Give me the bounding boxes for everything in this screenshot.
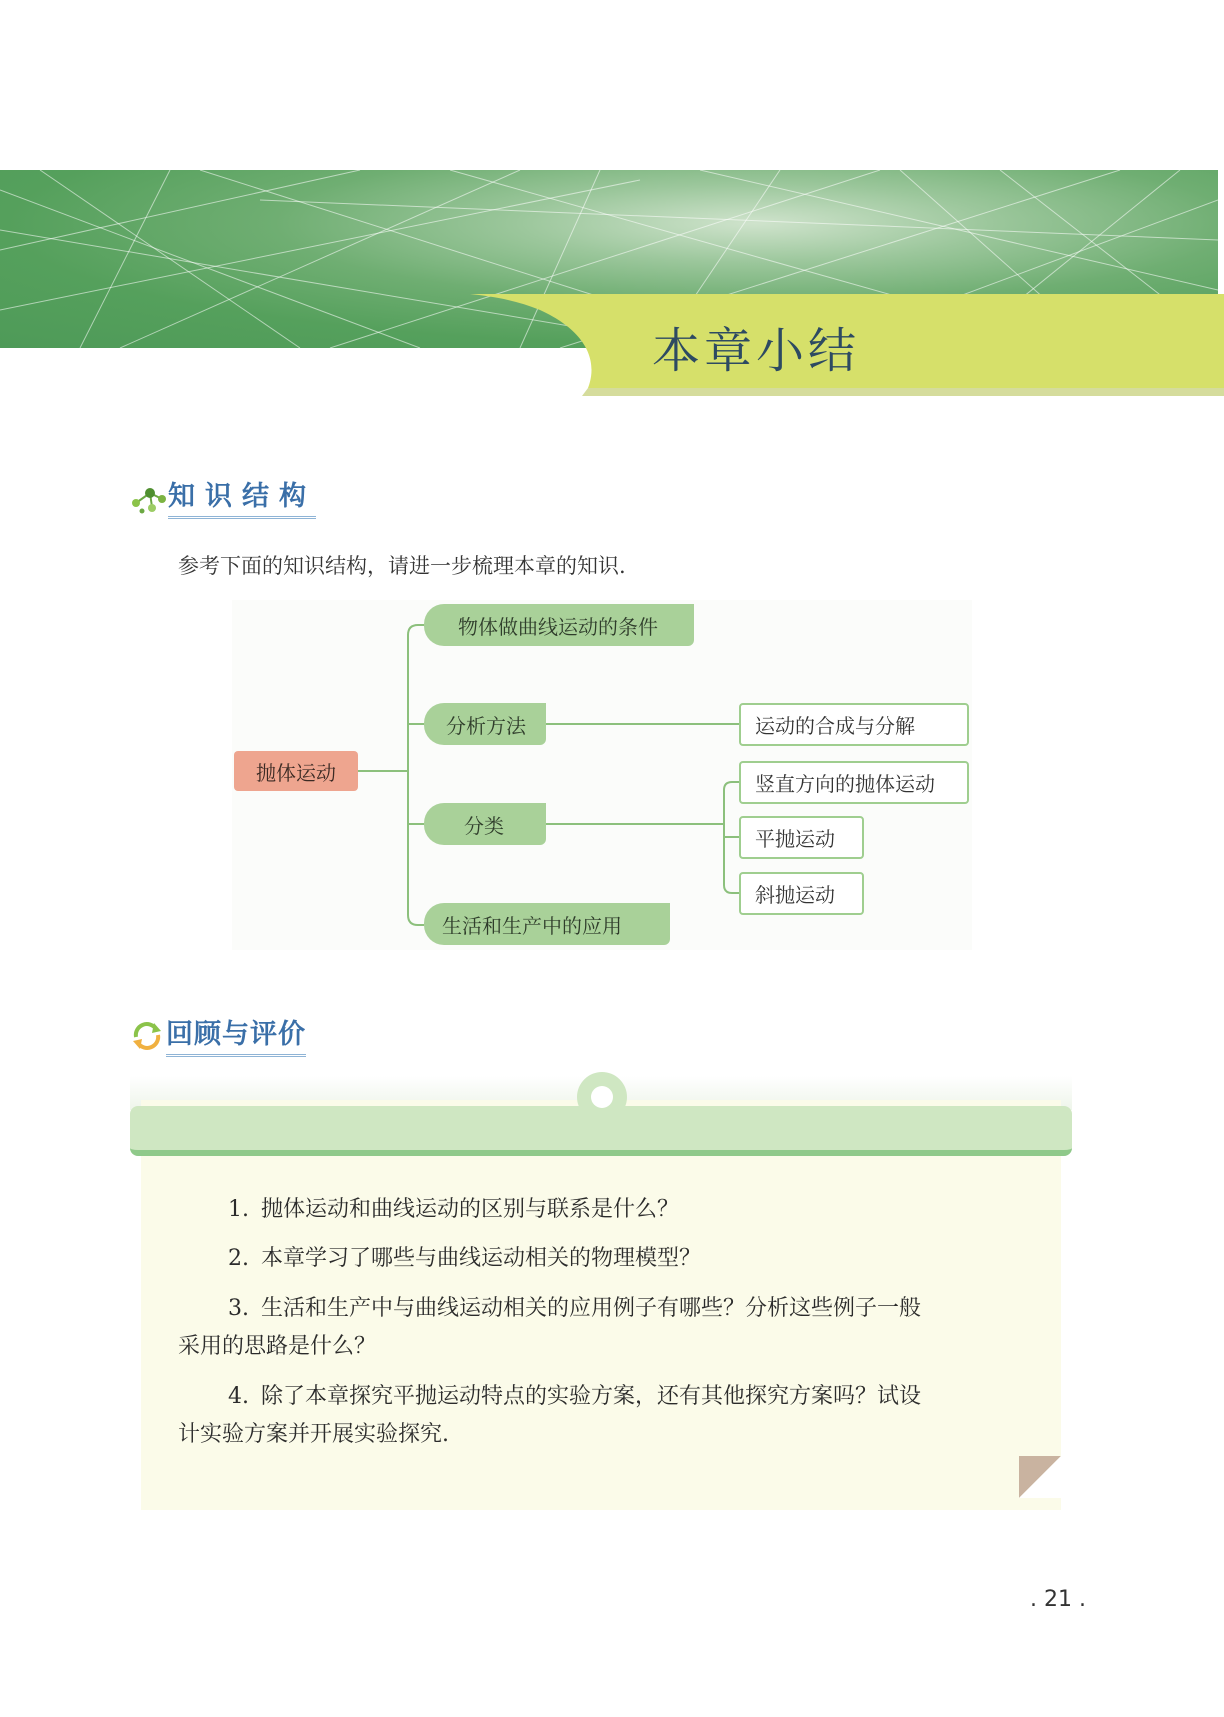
section-title: 知识结构	[168, 474, 316, 519]
card-header-band	[130, 1106, 1072, 1156]
mindmap-branch-category: 分类	[424, 803, 546, 845]
review-question: 1. 抛体运动和曲线运动的区别与联系是什么？	[228, 1197, 680, 1222]
mindmap-leaf-composition: 运动的合成与分解	[739, 703, 969, 746]
page-number: . 21 .	[1030, 1587, 1086, 1612]
review-heading	[128, 1012, 306, 1057]
mindmap-leaf-horizontal: 平抛运动	[739, 816, 864, 859]
review-question: 4. 除了本章探究平抛运动特点的实验方案，还有其他探究方案吗？试设 计实验方案并开展实验探究.	[178, 1384, 922, 1447]
mindmap-branch-application: 生活和生产中的应用	[424, 903, 670, 945]
refresh-cycle-icon	[128, 1017, 166, 1053]
knowledge-structure-heading	[128, 474, 316, 519]
molecule-icon	[128, 479, 168, 515]
chapter-summary-title: 本章小结	[652, 323, 861, 379]
mindmap-branch-condition: 物体做曲线运动的条件	[424, 604, 694, 646]
mindmap-leaf-vertical: 竖直方向的抛体运动	[739, 761, 969, 804]
mindmap-leaf-oblique: 斜抛运动	[739, 872, 864, 915]
mindmap-root: 抛体运动	[234, 751, 358, 791]
review-question: 2. 本章学习了哪些与曲线运动相关的物理模型？	[228, 1246, 702, 1271]
card-hole	[591, 1086, 613, 1108]
intro-text: 参考下面的知识结构，请进一步梳理本章的知识.	[178, 554, 626, 578]
knowledge-mindmap	[232, 600, 972, 950]
mindmap-branch-method: 分析方法	[424, 703, 546, 745]
section-title: 回顾与评价	[166, 1012, 306, 1057]
review-question: 3. 生活和生产中与曲线运动相关的应用例子有哪些？分析这些例子一般 采用的思路是什么？	[178, 1296, 922, 1359]
page-curl-corner	[1019, 1456, 1061, 1498]
